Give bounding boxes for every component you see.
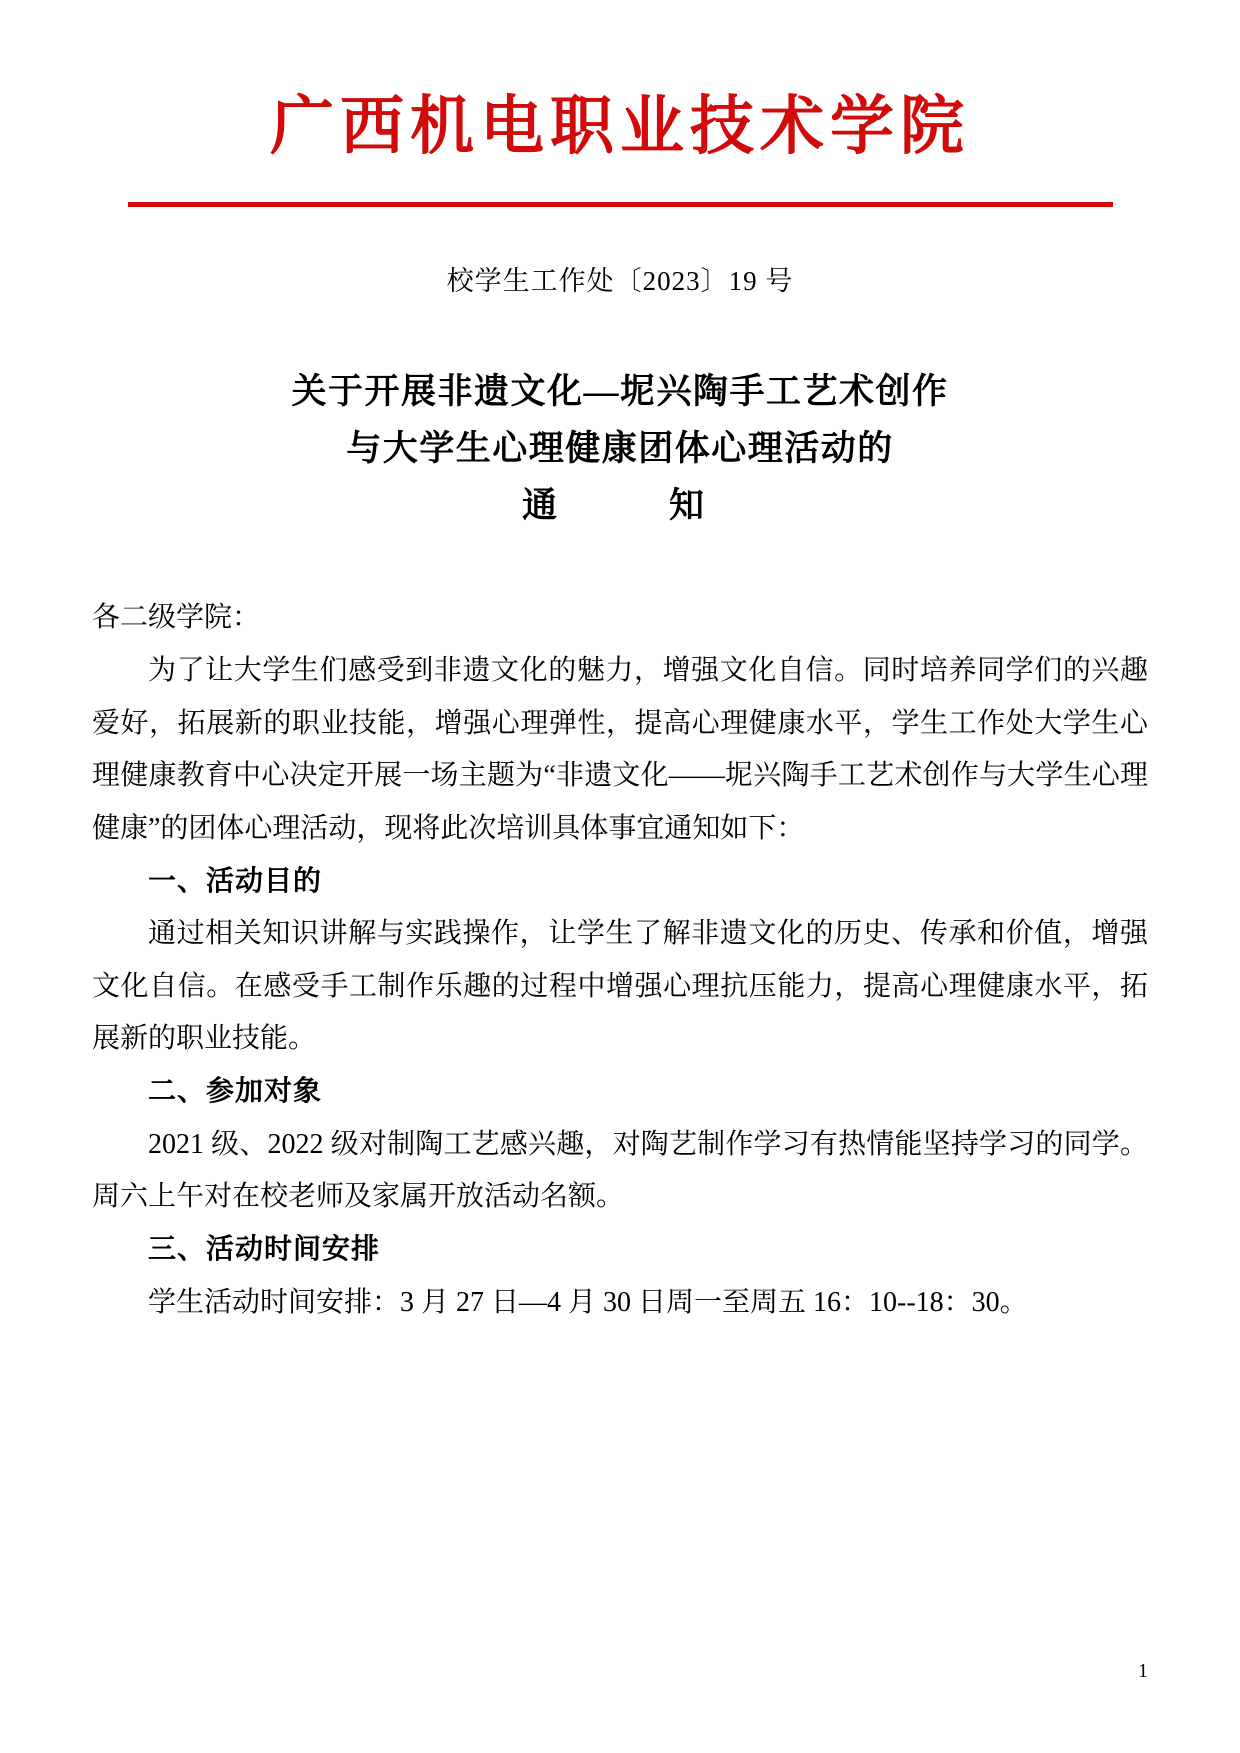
section-body-3: 学生活动时间安排：3 月 27 日—4 月 30 日周一至周五 16：10--18：30。: [148, 1286, 1028, 1318]
section-heading-3: 三、活动时间安排: [148, 1233, 381, 1265]
letterhead: [0, 0, 1240, 207]
section-heading-1: 一、活动目的: [148, 865, 323, 897]
section-heading-2: 二、参加对象: [148, 1076, 323, 1108]
page-number: 1: [1138, 1660, 1148, 1682]
document-number: 校学生工作处〔2023〕19 号: [446, 266, 794, 297]
page-title-line-1: 关于开展非遗文化—坭兴陶手工艺术创作: [291, 372, 949, 412]
salutation: 各二级学院：: [92, 602, 261, 634]
institution-name: 广西机电职业技术学院: [270, 91, 970, 162]
document-body: [92, 534, 1148, 1329]
page-title-line-2: 与大学生心理健康团体心理活动的: [346, 429, 894, 469]
section-body-2: 2021 级、2022 级对制陶工艺感兴趣，对陶艺制作学习有热情能坚持学习的同学。周六上午对在校老师及家属开放活动名额。: [92, 1128, 1148, 1213]
intro-paragraph: 为了让大学生们感受到非遗文化的魅力，增强文化自信。同时培养同学们的兴趣爱好，拓展新的职业技能，增强心理弹性，提高心理健康水平，学生工作处大学生心理健康教育中心决定开展一场主题为“非遗文化——坭兴陶手工艺术创作与大学生心理健康”的团体心理活动，现将此次培训具体事宜通知如下：: [92, 655, 1148, 844]
section-body-1: 通过相关知识讲解与实践操作，让学生了解非遗文化的历史、传承和价值，增强文化自信。在感受手工制作乐趣的过程中增强心理抗压能力，提高心理健康水平，拓展新的职业技能。: [92, 918, 1148, 1055]
letterhead-divider: [128, 202, 1113, 207]
page-title: [0, 364, 1240, 534]
page-title-line-3: 通 知: [521, 485, 718, 525]
